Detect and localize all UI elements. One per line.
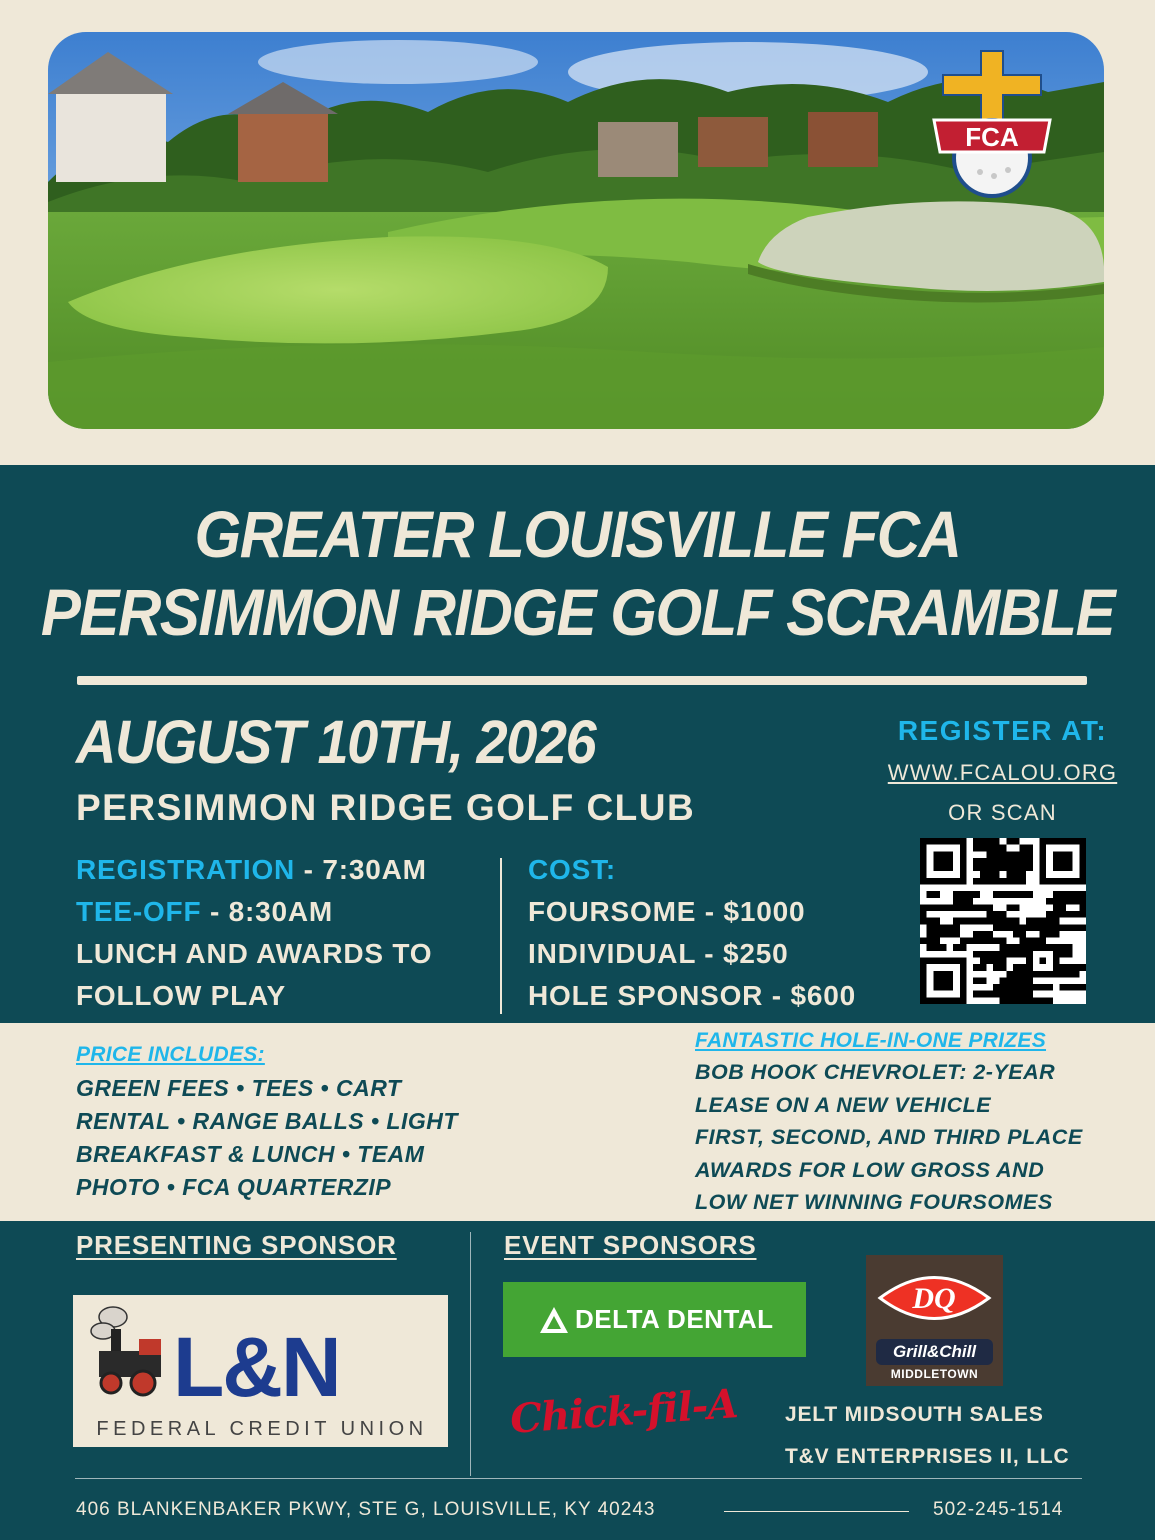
- qr-code-icon[interactable]: [920, 838, 1086, 1004]
- price-includes-list: [76, 1072, 458, 1204]
- price-includes-line: RENTAL • RANGE BALLS • LIGHT: [76, 1108, 458, 1134]
- footer-address: 406 BLANKENBAKER PKWY, STE G, LOUISVILLE, KY 40243: [76, 1499, 656, 1520]
- cost-label: COST:: [528, 854, 616, 885]
- chick-fil-a-logo: [500, 1360, 740, 1465]
- prize-line: FIRST, SECOND, AND THIRD PLACE: [695, 1125, 1083, 1149]
- event-date: AUGUST 10TH, 2026: [76, 707, 596, 777]
- presenting-sponsor-heading: PRESENTING SPONSOR: [76, 1230, 397, 1260]
- delta-dental-text: DELTA DENTAL: [575, 1304, 774, 1334]
- title-line-2: PERSIMMON RIDGE GOLF SCRAMBLE: [40, 575, 1115, 650]
- delta-triangle-icon: [539, 1306, 569, 1334]
- cost-item: HOLE SPONSOR - $600: [528, 980, 856, 1011]
- event-venue: PERSIMMON RIDGE GOLF CLUB: [76, 787, 696, 828]
- cost-item: FOURSOME - $1000: [528, 896, 806, 927]
- fca-logo: [920, 50, 1060, 230]
- price-includes-line: BREAKFAST & LUNCH • TEAM: [76, 1141, 425, 1167]
- ln-logo-subtitle: FEDERAL CREDIT UNION: [96, 1418, 428, 1440]
- registration-label: REGISTRATION: [76, 854, 296, 885]
- or-scan-text: OR SCAN: [948, 800, 1057, 825]
- prize-line: AWARDS FOR LOW GROSS AND: [695, 1157, 1045, 1182]
- prize-line: LEASE ON A NEW VEHICLE: [695, 1092, 992, 1117]
- title-line-1: GREATER LOUISVILLE FCA: [194, 497, 961, 572]
- prizes-list: [695, 1056, 1083, 1219]
- footer-phone: 502-245-1514: [933, 1499, 1064, 1520]
- ln-federal-credit-union-logo: [73, 1295, 448, 1447]
- event-sponsors-heading: EVENT SPONSORS: [504, 1230, 757, 1260]
- teeoff-time: [76, 896, 333, 928]
- register-label: REGISTER AT:: [897, 715, 1108, 746]
- ln-logo-text: L&N: [173, 1320, 340, 1414]
- text-sponsor: T&V ENTERPRISES II, LLC: [785, 1445, 1070, 1468]
- dq-logo-text: DQ: [912, 1282, 956, 1315]
- footer-divider: [75, 1478, 1082, 1479]
- prize-line: BOB HOOK CHEVROLET: 2-YEAR: [695, 1060, 1056, 1084]
- chick-fil-a-text: Chick-fil-A: [508, 1380, 739, 1443]
- teeoff-label: TEE-OFF: [76, 896, 202, 927]
- register-url-link[interactable]: WWW.FCALOU.ORG: [887, 760, 1118, 785]
- sponsor-divider: [470, 1232, 471, 1476]
- footer-separator: [724, 1511, 909, 1512]
- dq-grill-chill-logo: [866, 1255, 1003, 1386]
- schedule-cost-divider: [500, 858, 502, 1014]
- registration-time: [76, 854, 427, 886]
- price-includes-heading: PRICE INCLUDES:: [76, 1043, 265, 1066]
- dq-grill-chill-text: Grill&Chill: [876, 1339, 993, 1365]
- fca-logo-text: FCA: [965, 122, 1019, 152]
- text-sponsor: JELT MIDSOUTH SALES: [785, 1403, 1044, 1426]
- title-divider: [77, 676, 1087, 685]
- locomotive-icon: [81, 1301, 171, 1401]
- lunch-line-1: LUNCH AND AWARDS TO: [76, 938, 433, 969]
- teeoff-value: - 8:30AM: [201, 896, 334, 927]
- dq-location-text: MIDDLETOWN: [890, 1367, 979, 1381]
- price-includes-line: PHOTO • FCA QUARTERZIP: [76, 1174, 392, 1200]
- cost-item: INDIVIDUAL - $250: [528, 938, 789, 969]
- prize-line: LOW NET WINNING FOURSOMES: [695, 1190, 1053, 1214]
- delta-dental-logo: [503, 1282, 806, 1357]
- price-includes-line: GREEN FEES • TEES • CART: [76, 1075, 402, 1101]
- lunch-line-2: FOLLOW PLAY: [76, 980, 286, 1011]
- prizes-heading: FANTASTIC HOLE-IN-ONE PRIZES: [695, 1029, 1047, 1052]
- registration-value: - 7:30AM: [295, 854, 427, 885]
